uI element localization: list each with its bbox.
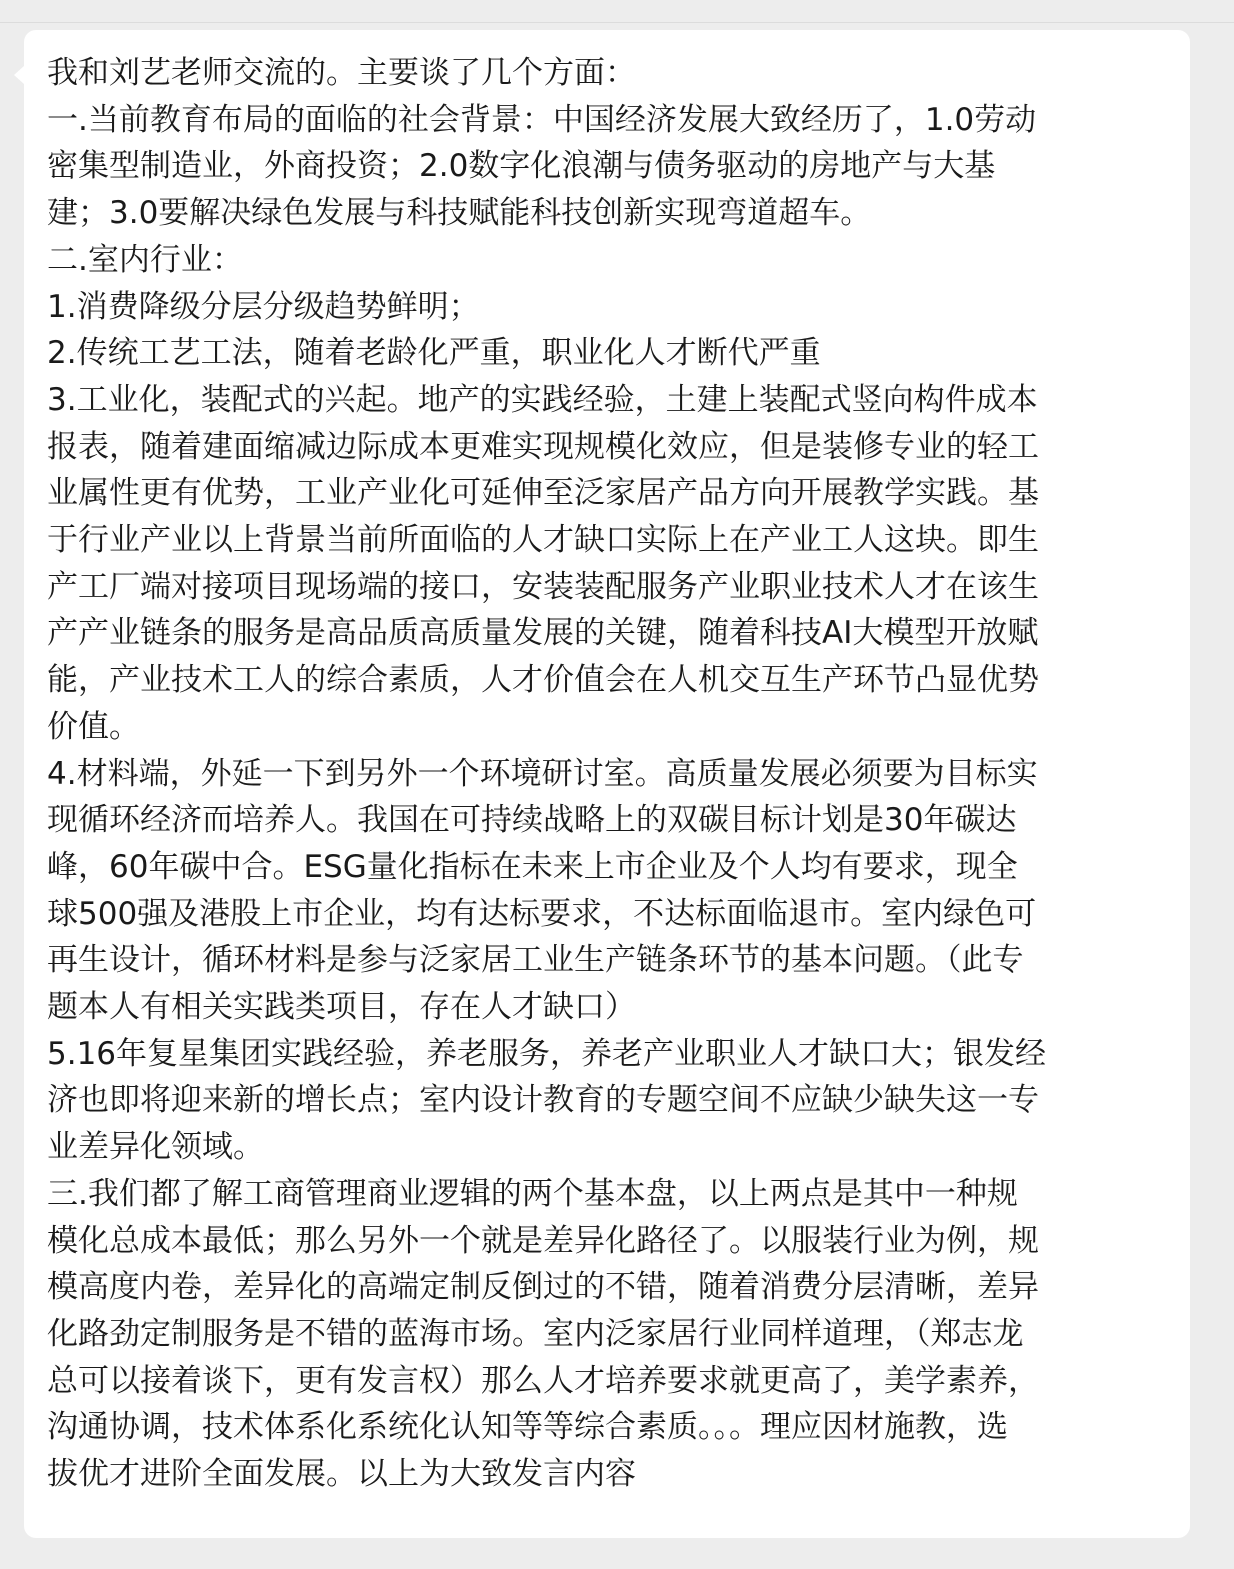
message-line: 5.16年复星集团实践经验，养老服务，养老产业职业人才缺口大；银发经 (47, 1035, 1047, 1072)
message-line: 球500强及港股上市企业，均有达标要求，不达标面临退市。室内绿色可 (47, 895, 1037, 932)
message-line: 密集型制造业，外商投资；2.0数字化浪潮与债务驱动的房地产与大基 (47, 148, 996, 185)
message-line: 一.当前教育布局的面临的社会背景：中国经济发展大致经历了，1.0劳动 (47, 101, 1037, 138)
message-line: 模化总成本最低；那么另外一个就是差异化路径了。以服装行业为例，规 (47, 1222, 1039, 1259)
bubble-tail (14, 66, 24, 84)
message-line: 业差异化领域。 (47, 1129, 264, 1166)
message-line: 于行业产业以上背景当前所面临的人才缺口实际上在产业工人这块。即生 (47, 522, 1039, 559)
message-line: 3.工业化，装配式的兴起。地产的实践经验，土建上装配式竖向构件成本 (47, 381, 1038, 418)
message-line: 现循环经济而培养人。我国在可持续战略上的双碳目标计划是30年碳达 (47, 802, 1017, 839)
message-line: 产工厂端对接项目现场端的接口，安装装配服务产业职业技术人才在该生 (47, 568, 1039, 605)
message-line: 题本人有相关实践类项目，存在人才缺口） (47, 989, 636, 1026)
message-line: 我和刘艺老师交流的。主要谈了几个方面： (47, 55, 636, 91)
message-line: 建；3.0要解决绿色发展与科技赋能科技创新实现弯道超车。 (47, 195, 872, 232)
message-line: 产产业链条的服务是高品质高质量发展的关键，随着科技AI大模型开放赋 (47, 615, 1039, 652)
message-line: 报表，随着建面缩减边际成本更难实现规模化效应，但是装修专业的轻工 (47, 428, 1039, 465)
message-line: 二.室内行业： (47, 241, 243, 278)
message-line: 业属性更有优势，工业产业化可延伸至泛家居产品方向开展教学实践。基 (47, 475, 1039, 512)
message-bubble[interactable] (24, 30, 1190, 1538)
message-line: 2.传统工艺工法，随着老龄化严重，职业化人才断代严重 (47, 335, 821, 372)
message-line: 1.消费降级分层分级趋势鲜明； (47, 288, 480, 325)
message-line: 化路劲定制服务是不错的蓝海市场。室内泛家居行业同样道理，（郑志龙 (47, 1315, 1024, 1352)
message-line: 峰，60年碳中合。ESG量化指标在未来上市企业及个人均有要求，现全 (47, 848, 1018, 885)
top-divider (0, 22, 1234, 23)
message-line: 价值。 (47, 708, 140, 745)
message-line: 模高度内卷，差异化的高端定制反倒过的不错，随着消费分层清晰，差异 (47, 1269, 1039, 1306)
message-line: 沟通协调，技术体系化系统化认知等等综合素质。。。理应因材施教，选 (47, 1409, 1008, 1446)
message-line: 拔优才进阶全面发展。以上为大致发言内容 (47, 1456, 636, 1493)
message-line: 再生设计，循环材料是参与泛家居工业生产链条环节的基本问题。（此专 (47, 942, 1024, 979)
message-line: 总可以接着谈下，更有发言权）那么人才培养要求就更高了，美学素养， (47, 1362, 1039, 1399)
message-line: 4.材料端，外延一下到另外一个环境研讨室。高质量发展必须要为目标实 (47, 755, 1038, 792)
message-text (47, 50, 1166, 1498)
message-line: 济也即将迎来新的增长点；室内设计教育的专题空间不应缺少缺失这一专 (47, 1082, 1039, 1119)
message-line: 能，产业技术工人的综合素质，人才价值会在人机交互生产环节凸显优势 (47, 662, 1039, 699)
message-line: 三.我们都了解工商管理商业逻辑的两个基本盘，以上两点是其中一种规 (47, 1175, 1018, 1212)
